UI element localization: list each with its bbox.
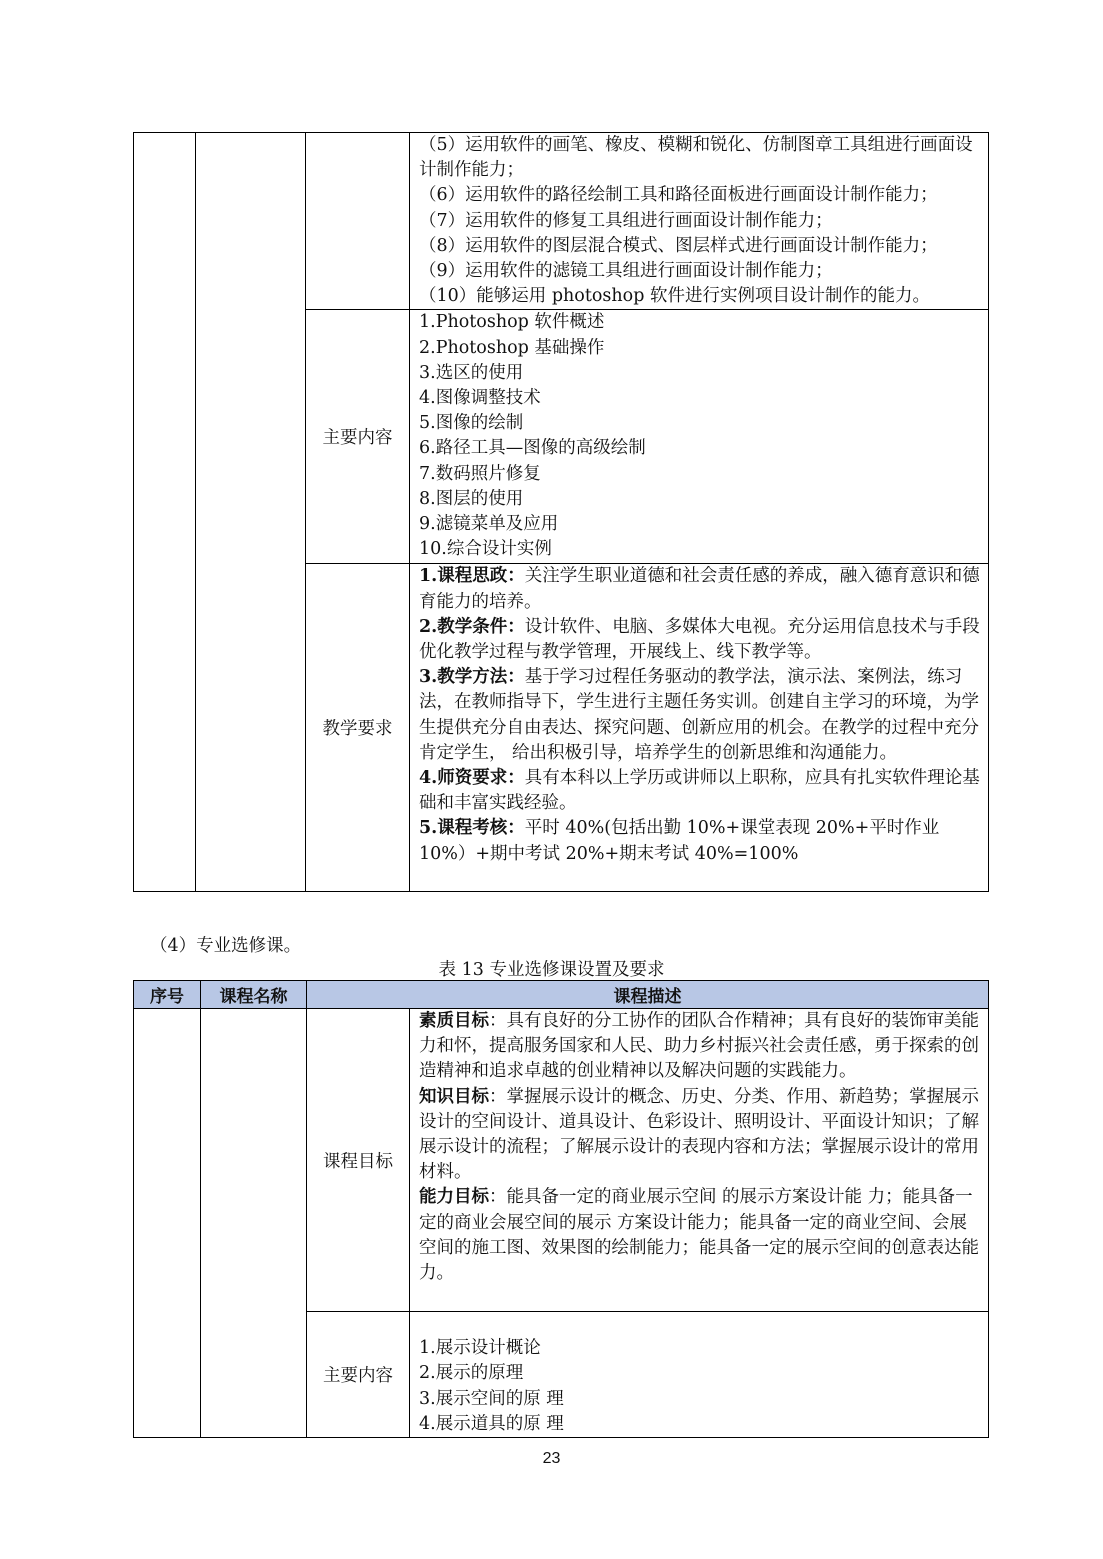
content-item: 7.数码照片修复 [419, 463, 541, 484]
requirement-title: 5.课程考核： [419, 818, 525, 839]
header-index: 序号 [134, 981, 201, 1009]
requirement-title: 4.师资要求： [419, 768, 525, 789]
page-number: 23 [542, 1450, 561, 1467]
goal-item [419, 1009, 980, 1085]
goal-title: 素质目标 [419, 1011, 489, 1031]
goal-item [419, 1085, 980, 1186]
content-item: 6.路径工具—图像的高级绘制 [419, 438, 646, 459]
section-heading: （4）专业选修课。 [150, 936, 302, 956]
label-cell-empty [306, 133, 410, 310]
requirement-title: 3.教学方法： [419, 667, 525, 688]
course-table-continued [133, 132, 989, 892]
requirement-text: 设计软件、电脑、多媒体大电视。充分运用信息技术与手段优化教学过程与教学管理，开展线上、线下教学等。 [419, 616, 980, 663]
content-item: 10.综合设计实例 [419, 539, 552, 560]
content-cell [410, 310, 989, 564]
requirement-item [419, 564, 980, 614]
requirements-label: 教学要求 [306, 564, 410, 892]
content-item: 9.滤镜菜单及应用 [419, 514, 559, 535]
course-name-cell [196, 133, 306, 892]
content-label: 主要内容 [306, 310, 410, 564]
header-course-description: 课程描述 [307, 981, 989, 1009]
requirement-text: 关注学生职业道德和社会责任感的养成，融入德育意识和德育能力的培养。 [419, 566, 980, 612]
requirement-text: 基于学习过程任务驱动的教学法，演示法、案例法，练习法，在教师指导下，学生进行主题任务实训。创建自主学习的环境，为学生提供充分自由表达、探究问题、创新应用的机会。在教学的过程中充分肯定学生， 给出积极引导，培养学生的创新思维和沟通能力。 [419, 667, 979, 763]
requirement-title: 2.教学条件： [419, 616, 525, 637]
skills-line: （8）运用软件的图层混合模式、图层样式进行画面设计制作能力； [419, 235, 938, 256]
requirement-item [419, 766, 980, 816]
header-course-name: 课程名称 [201, 981, 307, 1009]
requirement-item [419, 816, 980, 866]
content-item: 3.展示空间的原 理 [419, 1388, 564, 1409]
requirement-item [419, 665, 980, 766]
content-item: 4.图像调整技术 [419, 388, 541, 409]
content-item: 1.展示设计概论 [419, 1338, 541, 1359]
skills-line: （10）能够运用 photoshop 软件进行实例项目设计制作的能力。 [419, 286, 930, 307]
index-cell [134, 133, 196, 892]
requirements-cell [410, 564, 989, 892]
content-item: 2.Photoshop 基础操作 [419, 337, 605, 358]
goal-text: ：掌握展示设计的概念、历史、分类、作用、新趋势；掌握展示设计的空间设计、道具设计、色彩设计、照明设计、平面设计知识；了解展示设计的流程；了解展示设计的表现内容和方法；掌握展示设计的常用材料。 [419, 1086, 979, 1183]
content-label: 主要内容 [307, 1312, 410, 1438]
goals-cell [410, 1009, 989, 1312]
skills-line: （7）运用软件的修复工具组进行画面设计制作能力； [419, 210, 833, 231]
elective-course-table [133, 980, 989, 1438]
goal-title: 知识目标 [419, 1086, 489, 1107]
content-item: 1.Photoshop 软件概述 [419, 312, 605, 333]
content-item: 8.图层的使用 [419, 488, 524, 509]
requirement-item [419, 615, 980, 665]
skills-line: （5）运用软件的画笔、橡皮、模糊和锐化、仿制图章工具组进行画面设计制作能力； [419, 135, 973, 181]
goal-item [419, 1185, 980, 1286]
goal-title: 能力目标 [419, 1187, 489, 1208]
table-caption: 表 13 专业选修课设置及要求 [438, 960, 665, 980]
course-name-cell [201, 1009, 307, 1438]
skills-line: （9）运用软件的滤镜工具组进行画面设计制作能力； [419, 261, 833, 282]
skills-line: （6）运用软件的路径绘制工具和路径面板进行画面设计制作能力； [419, 185, 938, 206]
content-item: 4.展示道具的原 理 [419, 1413, 564, 1434]
goals-label: 课程目标 [307, 1009, 410, 1312]
requirement-title: 1.课程思政： [419, 566, 525, 587]
skills-cell [410, 133, 989, 310]
goal-text: ：能具备一定的商业展示空间 的展示方案设计能 力；能具备一定的商业会展空间的展示 方案设计能力；能具备一定的商业空间、会展空间的施工图、效果图的绘制能力；能具备一定的展示空间的创意表达能力。 [419, 1187, 979, 1284]
requirement-text: 平时 40%(包括出勤 10%+课堂表现 20%+平时作业 10%）+期中考试 20%+期末考试 40%=100% [419, 818, 940, 864]
index-cell [134, 1009, 201, 1438]
content-item: 3.选区的使用 [419, 362, 524, 383]
content-item: 2.展示的原理 [419, 1363, 524, 1384]
content-cell [410, 1312, 989, 1438]
content-item: 5.图像的绘制 [419, 413, 524, 434]
goal-text: ：具有良好的分工协作的团队合作精神；具有良好的装饰审美能力和怀，提高服务国家和人民、助力乡村振兴社会责任感，勇于探索的创造精神和追求卓越的创业精神以及解决问题的实践能力。 [419, 1011, 979, 1082]
requirement-text: 具有本科以上学历或讲师以上职称，应具有扎实软件理论基础和丰富实践经验。 [419, 768, 980, 814]
